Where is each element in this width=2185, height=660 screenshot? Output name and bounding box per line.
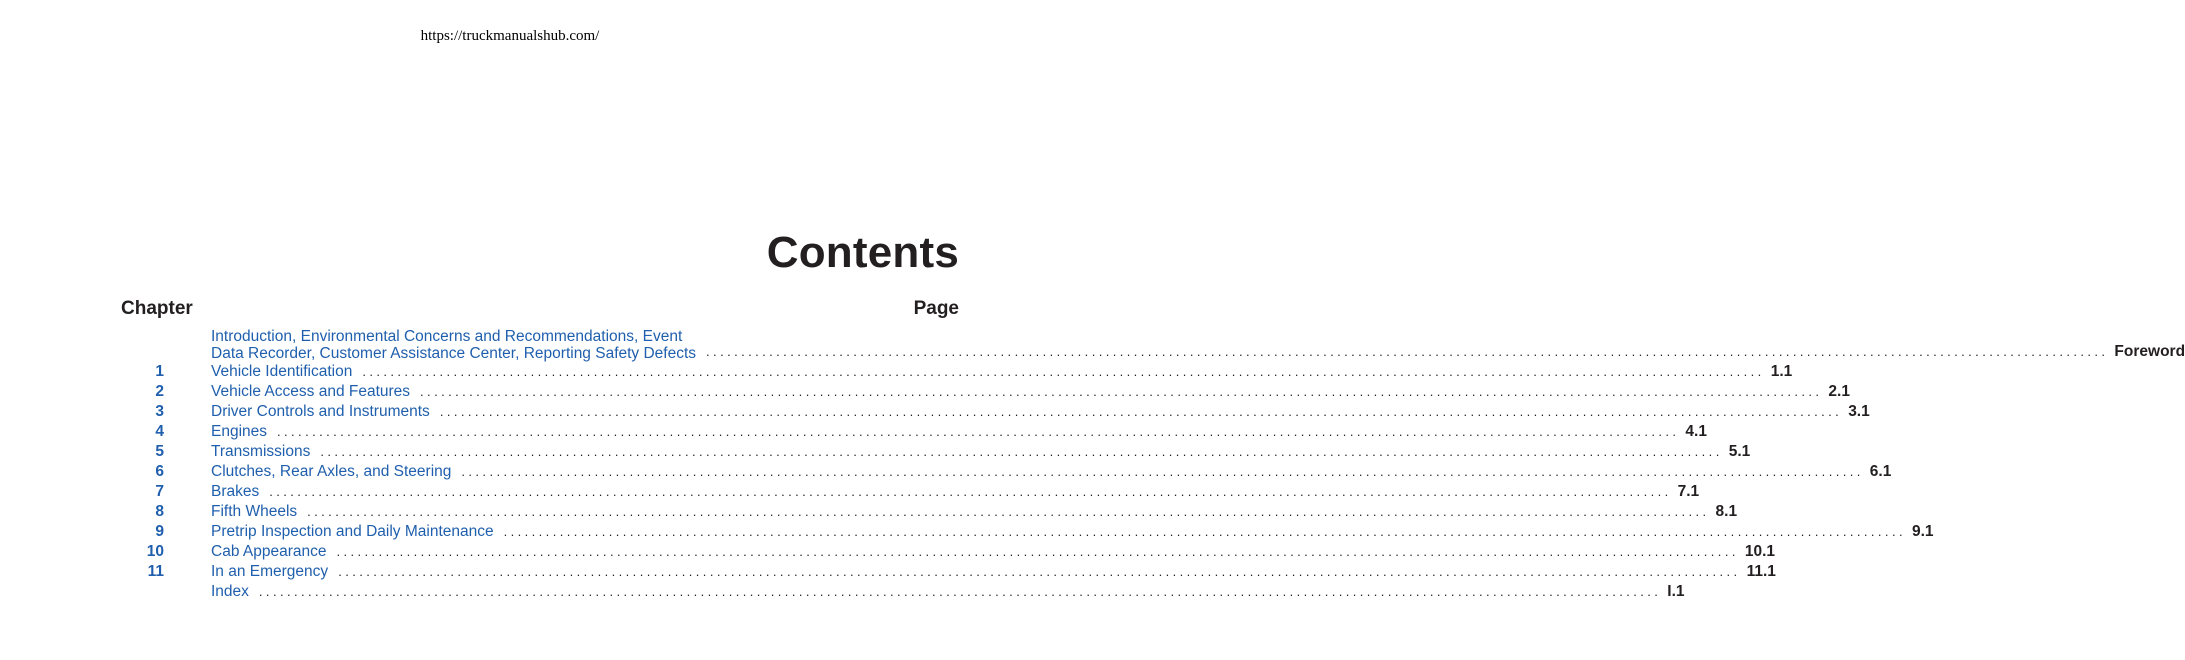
page-reference: 1.1 <box>1770 363 1793 380</box>
toc-entry[interactable] <box>121 442 1751 462</box>
toc-entry[interactable] <box>121 402 1870 422</box>
chapter-title-link[interactable] <box>211 329 696 362</box>
page-reference: 3.1 <box>1848 403 1870 420</box>
page-reference: Foreword <box>2114 343 2185 360</box>
page-reference: I.1 <box>1667 583 1685 600</box>
dot-leader: ........................................................................................................................................................................................................ <box>277 424 1680 439</box>
dot-leader: ........................................................................................................................................................................................................ <box>269 484 1672 499</box>
dot-leader: ........................................................................................................................................................................................................ <box>362 364 1765 379</box>
chapter-title-line: Data Recorder, Customer Assistance Center, Reporting Safety Defects <box>211 344 697 362</box>
chapter-title-link[interactable]: Vehicle Access and Features <box>211 383 411 400</box>
chapter-title-line: Introduction, Environmental Concerns and Recommendations, Event <box>211 328 683 345</box>
page-reference: 8.1 <box>1715 503 1738 520</box>
chapter-title-link[interactable]: Engines <box>211 423 268 440</box>
chapter-number: 7 <box>155 483 164 500</box>
toc-entry[interactable] <box>121 502 1738 522</box>
dot-leader: ........................................................................................................................................................................................................ <box>503 524 1906 539</box>
dot-leader: ........................................................................................................................................................................................................ <box>420 384 1823 399</box>
chapter-number: 6 <box>155 463 164 480</box>
page-reference: 11.1 <box>1746 563 1776 580</box>
dot-leader: ........................................................................................................................................................................................................ <box>338 564 1741 579</box>
toc-entry[interactable] <box>121 582 1685 602</box>
toc-entry[interactable] <box>121 326 2185 362</box>
chapter-title-link[interactable]: Cab Appearance <box>211 543 327 560</box>
dot-leader: ........................................................................................................................................................................................................ <box>258 584 1662 599</box>
chapter-title-link[interactable]: Index <box>211 583 249 600</box>
toc-entry[interactable] <box>121 362 1793 382</box>
chapter-title-link[interactable]: Driver Controls and Instruments <box>211 403 430 420</box>
table-of-contents <box>121 326 2185 602</box>
chapter-number: 9 <box>155 523 164 540</box>
chapter-number: 4 <box>155 423 164 440</box>
dot-leader: ........................................................................................................................................................................................................ <box>461 464 1864 479</box>
toc-entry[interactable] <box>121 562 1776 582</box>
dot-leader: ........................................................................................................................................................................................................ <box>706 344 2109 359</box>
page-reference: 10.1 <box>1744 543 1776 560</box>
dot-leader: ........................................................................................................................................................................................................ <box>320 444 1723 459</box>
chapter-number: 2 <box>155 383 164 400</box>
chapter-title-link[interactable]: Transmissions <box>211 443 311 460</box>
chapter-number: 3 <box>155 403 164 420</box>
page-reference: 9.1 <box>1911 523 1934 540</box>
page-reference: 7.1 <box>1677 483 1700 500</box>
chapter-column-header: Chapter <box>121 298 193 319</box>
page-reference: 2.1 <box>1828 383 1850 400</box>
toc-entry[interactable] <box>121 482 1700 502</box>
page-reference: 4.1 <box>1685 423 1707 440</box>
dot-leader: ........................................................................................................................................................................................................ <box>307 504 1710 519</box>
chapter-number: 10 <box>146 543 164 560</box>
dot-leader: ........................................................................................................................................................................................................ <box>336 544 1739 559</box>
chapter-number: 5 <box>155 443 164 460</box>
chapter-title-link[interactable]: Fifth Wheels <box>211 503 298 520</box>
chapter-number: 1 <box>155 363 164 380</box>
toc-entry[interactable] <box>121 422 1707 442</box>
chapter-number: 11 <box>147 563 164 580</box>
toc-entry[interactable] <box>121 382 1850 402</box>
chapter-title-link[interactable]: Vehicle Identification <box>211 363 353 380</box>
chapter-title-link[interactable]: Brakes <box>211 483 260 500</box>
page-reference: 5.1 <box>1728 443 1751 460</box>
toc-entry[interactable] <box>121 522 1934 542</box>
dot-leader: ........................................................................................................................................................................................................ <box>439 404 1843 419</box>
chapter-title-link[interactable]: Clutches, Rear Axles, and Steering <box>211 463 452 480</box>
chapter-number: 8 <box>155 503 164 520</box>
page-title: Contents <box>766 228 959 277</box>
toc-entry[interactable] <box>121 542 1776 562</box>
toc-entry[interactable] <box>121 462 1892 482</box>
page-reference: 6.1 <box>1869 463 1892 480</box>
chapter-title-link[interactable]: In an Emergency <box>211 563 329 580</box>
chapter-title-link[interactable]: Pretrip Inspection and Daily Maintenance <box>211 523 494 540</box>
page-column-header: Page <box>913 298 959 319</box>
page-url: https://truckmanualshub.com/ <box>420 28 600 44</box>
